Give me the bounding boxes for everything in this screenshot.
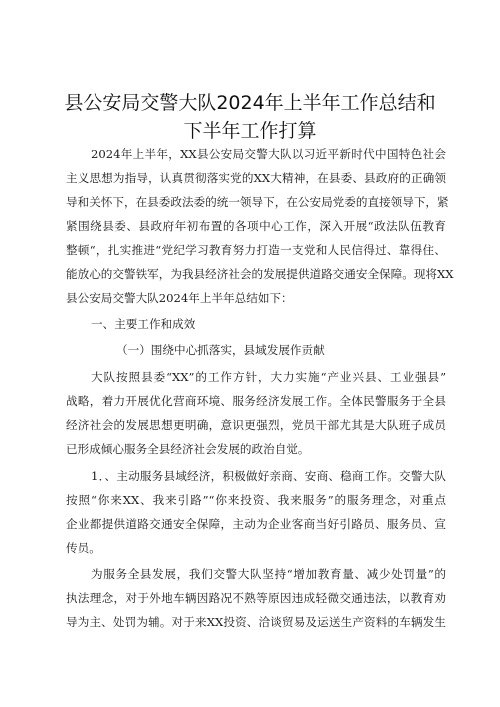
- paragraph-line: 紧围绕县委、县政府年初布置的各项中心工作，深入开展“政法队伍教育: [66, 219, 446, 233]
- paragraph-line: 执法理念，对于外地车辆因路况不熟等原因违成轻微交通违法，以教育劝: [66, 591, 446, 605]
- paragraph-line: 按照“你来XX、我来引路”“你来投资、我来服务”的服务理念，对重点: [66, 493, 446, 507]
- paragraph-line: 大队按照县委“XX”的工作方针，大力实施“产业兴县、工业强县”: [91, 370, 446, 384]
- paragraph-line: 整顿“，扎实推进“党纪学习教育努力打造一支党和人民信得过、靠得住、: [66, 243, 446, 257]
- section-heading: 一、主要工作和成效: [91, 317, 196, 331]
- paragraph-line: 主义思想为指导，认真贯彻落实党的XX大精神，在县委、县政府的正确领: [66, 171, 446, 185]
- paragraph-line: 企业都提供道路交通安全保障，主动为企业客商当好引路员、服务员、宣: [66, 517, 446, 531]
- document-title-line-1: 县公安局交警大队2024年上半年工作总结和: [64, 92, 436, 114]
- paragraph-line: 已形成倾心服务全县经济社会发展的政治自觉。: [66, 442, 310, 456]
- subsection-heading: （一）围绕中心抓落实，县域发展作贡献: [116, 343, 325, 357]
- paragraph-line: 导为主、处罚为辅。对于来XX投资、洽谈贸易及运送生产资料的车辆发生: [66, 615, 446, 629]
- paragraph-line: 导和关怀下，在县委政法委的统一领导下，在公安局党委的直接领导下，紧: [66, 195, 449, 209]
- document-title-line-2: 下半年工作打算: [183, 120, 317, 142]
- paragraph-line: 县公安局交警大队2024年上半年总结如下：: [66, 291, 293, 305]
- paragraph-line: 经济社会的发展思想更明确，意识更强烈，党员干部尤其是大队班子成员: [66, 418, 446, 432]
- paragraph-line: 传员。: [66, 541, 101, 555]
- paragraph-line: 能放心的交警铁军，为我县经济社会的发展提供道路交通安全保障。现将XX: [66, 267, 454, 281]
- paragraph-line: 为服务全县发展，我们交警大队坚持“增加教育量、减少处罚量”的: [91, 567, 446, 581]
- paragraph-line: 2024年上半年，XX县公安局交警大队以习近平新时代中国特色社会: [91, 147, 446, 161]
- paragraph-line: 战略，着力开展优化营商环境、服务经济发展工作。全体民警服务于全县: [66, 394, 446, 408]
- paragraph-line: 1．、主动服务县域经济，积极做好亲商、安商、稳商工作。交警大队: [91, 469, 446, 483]
